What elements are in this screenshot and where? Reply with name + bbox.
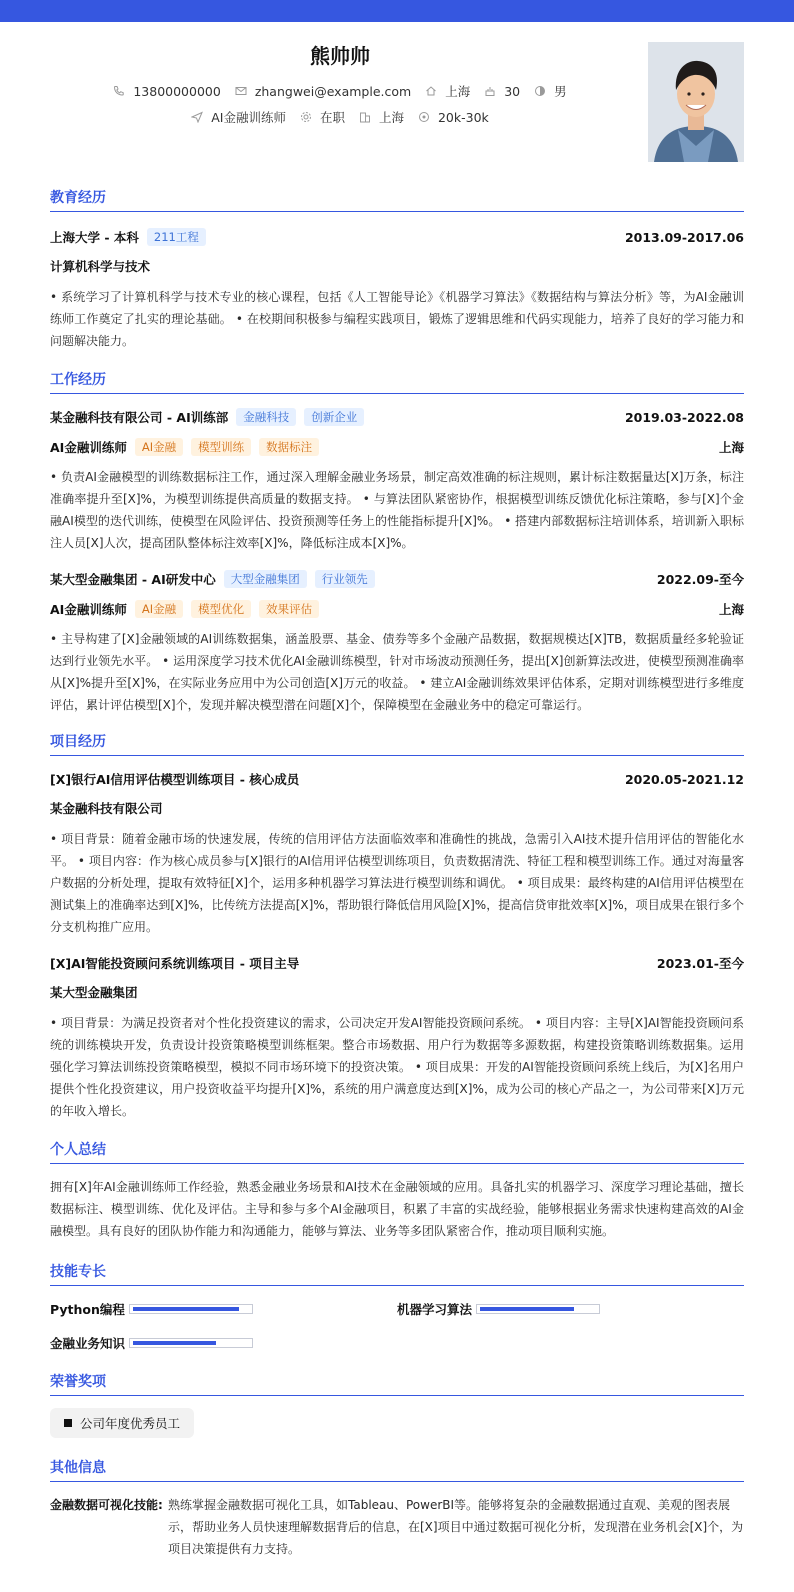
project-org: 某大型金融集团 (50, 985, 138, 1000)
job-target-item (191, 108, 286, 126)
portrait-illustration (648, 42, 744, 162)
section-title-projects: 项目经历 (50, 728, 744, 756)
job-header (50, 406, 744, 428)
target-city-text: 上海 (378, 110, 404, 125)
skill-bar-fill (480, 1307, 574, 1311)
honor-badge (50, 1408, 194, 1438)
work-section (50, 366, 744, 716)
skill-name: Python编程 (50, 1302, 125, 1317)
job-entry (50, 568, 744, 716)
project-header (50, 952, 744, 974)
project-description: • 项目背景：随着金融市场的快速发展，传统的信用评估方法面临效率和准确性的挑战，急需引入AI技术提升信用评估的智能化水平。 • 项目内容：作为核心成员参与[X]银行的AI信用评估模型训练项目，负责数据清洗、特征工程和模型训练工作。通过对海量客户数据的分析处理，提取有效特征[X]个，运用多种机器学习算法进行模型训练和调优。 • 项目成果：最终构建的AI信用评估模型在测试集上的准确率达到[X]%，比传统方法提高[X]%，帮助银行降低信用风险[X]%，提高信贷审批效率[X]%，项目成果在银行多个分支机构推广应用。 (50, 832, 744, 934)
gender-item (534, 82, 567, 100)
section-title-other: 其他信息 (50, 1454, 744, 1482)
target-city-item (359, 108, 404, 126)
role-tag: 数据标注 (259, 438, 319, 456)
education-header (50, 226, 744, 248)
email-text: zhangwei@example.com (254, 83, 412, 99)
project-period: 2023.01-至今 (656, 956, 744, 971)
skill-item (50, 1326, 397, 1360)
role-tag: AI金融 (135, 600, 183, 618)
age-item (484, 84, 520, 99)
education-period: 2013.09-2017.06 (624, 229, 744, 245)
location-text: 上海 (445, 84, 471, 99)
building-icon (359, 111, 371, 123)
candidate-name: 熊帅帅 (310, 44, 370, 68)
gear-icon (300, 111, 312, 123)
job-role: AI金融训练师 (50, 440, 127, 455)
role-tag: 模型训练 (191, 438, 251, 456)
skill-name: 机器学习算法 (397, 1302, 473, 1317)
job-role: AI金融训练师 (50, 602, 127, 617)
company-tag: 金融科技 (236, 408, 296, 426)
location-item (425, 82, 470, 100)
email-item (235, 84, 411, 99)
company-tag: 大型金融集团 (224, 570, 307, 588)
project-org: 某金融科技有限公司 (50, 801, 163, 816)
education-section (50, 184, 744, 352)
company-tag: 创新企业 (304, 408, 364, 426)
job-company: 某金融科技有限公司 - AI训练部 (50, 410, 229, 425)
job-role-row (50, 598, 744, 620)
job-city: 上海 (718, 440, 744, 455)
gender-text: 男 (554, 84, 567, 99)
job-target-text: AI金融训练师 (211, 110, 286, 125)
section-title-honors: 荣誉奖项 (50, 1368, 744, 1396)
age-text: 30 (504, 83, 521, 99)
status-item (300, 108, 345, 126)
job-period: 2022.09-至今 (656, 572, 744, 587)
school-tag: 211工程 (147, 228, 206, 246)
skills-list (50, 1292, 744, 1360)
section-title-work: 工作经历 (50, 366, 744, 394)
skill-bar (129, 1338, 253, 1348)
role-tag: 效果评估 (259, 600, 319, 618)
section-title-skills: 技能专长 (50, 1258, 744, 1286)
job-intent-row (0, 108, 680, 126)
gender-icon (534, 85, 546, 97)
top-accent-bar (0, 0, 794, 22)
square-bullet-icon (64, 1419, 72, 1427)
home-icon (425, 85, 437, 97)
job-entry (50, 406, 744, 554)
school-name: 上海大学 - 本科 (50, 230, 139, 245)
profile-photo (648, 42, 744, 162)
phone-item (113, 84, 220, 99)
project-header (50, 768, 744, 790)
job-company: 某大型金融集团 - AI研发中心 (50, 572, 216, 587)
phone-text: 13800000000 (133, 83, 221, 99)
other-info-value: 熟练掌握金融数据可视化工具，如Tableau、PowerBI等。能够将复杂的金融数据通过直观、美观的图表展示，帮助业务人员快速理解数据背后的信息，在[X]项目中通过数据可视化分析，发现潜在业务机会[X]个，为项目决策提供有力支持。 (168, 1498, 744, 1556)
role-tag: AI金融 (135, 438, 183, 456)
major-name: 计算机科学与技术 (50, 259, 151, 274)
section-title-summary: 个人总结 (50, 1136, 744, 1164)
projects-section (50, 728, 744, 1122)
skill-bar-fill (133, 1307, 239, 1311)
skill-bar (476, 1304, 600, 1314)
cake-icon (484, 85, 496, 97)
salary-item (418, 110, 489, 125)
skill-item (50, 1292, 397, 1326)
send-icon (191, 111, 203, 123)
contact-info-row (0, 82, 680, 100)
mail-icon (235, 85, 247, 97)
job-role-row (50, 436, 744, 458)
status-text: 在职 (319, 110, 345, 125)
phone-icon (113, 85, 125, 97)
job-description: • 主导构建了[X]金融领域的AI训练数据集，涵盖股票、基金、债券等多个金融产品数据，数据规模达[X]TB，数据质量经多轮验证达到行业领先水平。 • 运用深度学习技术优化AI金融训练模型，针对市场波动预测任务，提出[X]创新算法改进，使模型预测准确率从[X]%提升至[X]%，在实际业务应用中为公司创造[X]万元的收益。 • 建立AI金融训练效果评估体系，定期对训练模型进行多维度评估，累计评估模型[X]个，发现并解决模型潜在问题[X]个，保障模型在金融业务中的稳定可靠运行。 (50, 632, 744, 712)
honors-section (50, 1368, 744, 1438)
project-name: [X]银行AI信用评估模型训练项目 - 核心成员 (50, 772, 300, 787)
other-info-key: 金融数据可视化技能: (50, 1498, 163, 1512)
job-header (50, 568, 744, 590)
summary-text: 拥有[X]年AI金融训练师工作经验，熟悉金融业务场景和AI技术在金融领域的应用。具备扎实的机器学习、深度学习理论基础，擅长数据标注、模型训练、优化及评估。主导和参与多个AI金融项目，积累了丰富的实战经验，能够根据业务需求快速构建高效的AI金融模型。具有良好的团队协作能力和沟通能力，能够与算法、业务等多团队紧密合作，推动项目顺利实施。 (50, 1180, 744, 1238)
skill-bar-fill (133, 1341, 216, 1345)
project-period: 2020.05-2021.12 (624, 771, 744, 787)
skill-bar (129, 1304, 253, 1314)
other-info-row (50, 1494, 744, 1560)
summary-section (50, 1136, 744, 1242)
section-title-education: 教育经历 (50, 184, 744, 212)
project-description: • 项目背景：为满足投资者对个性化投资建议的需求，公司决定开发AI智能投资顾问系统。 • 项目内容：主导[X]AI智能投资顾问系统的训练模块开发，负责设计投资策略模型训练框架。整合市场数据、用户行为数据等多源数据，构建投资策略训练数据集。运用强化学习算法训练投资策略模型，模拟不同市场环境下的投资决策。 • 项目成果：开发的AI智能投资顾问系统上线后，为[X]名用户提供个性化投资建议，用户投资收益平均提升[X]%，系统的用户满意度达到[X]%，成为公司的核心产品之一，为公司带来[X]万元的年收入增长。 (50, 1016, 744, 1118)
job-city: 上海 (718, 602, 744, 617)
project-entry (50, 768, 744, 938)
project-name: [X]AI智能投资顾问系统训练项目 - 项目主导 (50, 956, 300, 971)
job-description: • 负责AI金融模型的训练数据标注工作，通过深入理解金融业务场景，制定高效准确的标注规则，累计标注数据量达[X]万条，标注准确率提升至[X]%，为模型训练提供高质量的数据支持。 • 与算法团队紧密协作，根据模型训练反馈优化标注策略，参与[X]个金融AI模型的迭代训练，使模型在风险评估、投资预测等任务上的性能指标提升[X]%。 • 搭建内部数据标注培训体系，培训新入职标注人员[X]人次，提高团队整体标注效率[X]%，降低标注成本[X]%。 (50, 470, 744, 550)
company-tag: 行业领先 (315, 570, 375, 588)
role-tag: 模型优化 (191, 600, 251, 618)
project-entry (50, 952, 744, 1122)
other-section (50, 1454, 744, 1560)
salary-text: 20k-30k (437, 109, 489, 125)
skill-item (397, 1292, 744, 1326)
skills-section (50, 1258, 744, 1360)
honor-text: 公司年度优秀员工 (80, 1416, 181, 1431)
job-period: 2019.03-2022.08 (624, 409, 744, 425)
honors-list (50, 1408, 744, 1438)
coin-icon (418, 111, 430, 123)
skill-name: 金融业务知识 (50, 1336, 126, 1351)
education-description: • 系统学习了计算机科学与技术专业的核心课程，包括《人工智能导论》《机器学习算法》《数据结构与算法分析》等，为AI金融训练师工作奠定了扎实的理论基础。 • 在校期间积极参与编程实践项目，锻炼了逻辑思维和代码实现能力，培养了良好的学习能力和问题解决能力。 (50, 290, 744, 348)
